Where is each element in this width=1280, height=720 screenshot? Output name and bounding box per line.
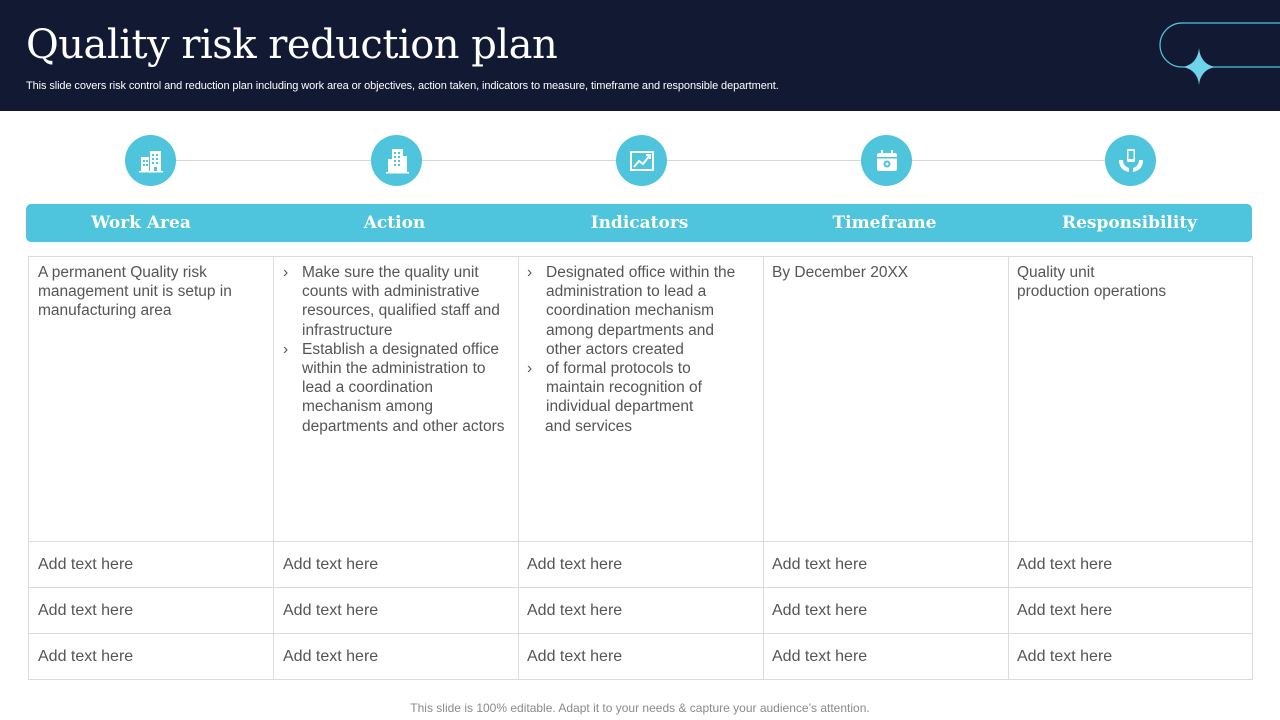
indicator-continuation: and services — [545, 417, 633, 435]
placeholder-cell: Add text here — [527, 648, 623, 665]
row-divider — [29, 633, 1252, 634]
slide-footer: This slide is 100% editable. Adapt it to your needs & capture your audience’s attention. — [410, 701, 870, 715]
placeholder-cell: Add text here — [1017, 602, 1113, 619]
responsibility-line: production operations — [1017, 283, 1167, 301]
column-divider — [1008, 257, 1009, 679]
indicators-cell — [527, 263, 749, 436]
placeholder-cell: Add text here — [527, 556, 623, 573]
indicator-bullet: › of formal protocols to maintain recognition of individual department — [527, 359, 749, 417]
responsibility-cell — [1017, 263, 1247, 301]
sparkle-decoration-icon — [1140, 20, 1280, 90]
row-divider — [29, 587, 1252, 588]
placeholder-cell: Add text here — [772, 602, 868, 619]
indicator-bullet: › Designated office within the administration to lead a coordination mechanism among departments and other actors created — [527, 263, 749, 359]
placeholder-cell: Add text here — [38, 556, 134, 573]
column-header-responsibility: Responsibility — [1061, 213, 1198, 233]
office-building-icon — [125, 135, 176, 186]
skyscraper-icon — [371, 135, 422, 186]
column-header-action: Action — [363, 213, 426, 233]
placeholder-cell: Add text here — [1017, 648, 1113, 665]
growth-chart-icon — [616, 135, 667, 186]
action-bullet: › Establish a designated office within the administration to lead a coordination mechanism among departments and other actors — [283, 340, 515, 436]
timeframe-cell: By December 20XX — [772, 264, 909, 281]
placeholder-cell: Add text here — [283, 602, 379, 619]
column-divider — [273, 257, 274, 679]
slide-subtitle: This slide covers risk control and reduction plan including work area or objectives, action taken, indicators to measure, timeframe and responsible department. — [26, 80, 779, 92]
responsibility-line: Quality unit — [1017, 264, 1095, 281]
column-header-work-area: Work Area — [91, 213, 191, 233]
placeholder-cell: Add text here — [283, 648, 379, 665]
risk-plan-table — [28, 256, 1253, 680]
slide-title: Quality risk reduction plan — [26, 22, 558, 68]
action-cell — [283, 263, 515, 436]
placeholder-cell: Add text here — [772, 556, 868, 573]
column-divider — [518, 257, 519, 679]
placeholder-cell: Add text here — [527, 602, 623, 619]
action-bullet: › Make sure the quality unit counts with administrative resources, qualified staff and infrastructure — [283, 263, 515, 340]
column-divider — [763, 257, 764, 679]
row-divider — [29, 541, 1252, 542]
placeholder-cell: Add text here — [283, 556, 379, 573]
placeholder-cell: Add text here — [1017, 556, 1113, 573]
column-header-timeframe: Timeframe — [832, 213, 937, 233]
hands-phone-icon — [1105, 135, 1156, 186]
placeholder-cell: Add text here — [772, 648, 868, 665]
work-area-cell: A permanent Quality risk management unit is setup in manufacturing area — [38, 264, 232, 320]
column-header-indicators: Indicators — [590, 213, 689, 233]
placeholder-cell: Add text here — [38, 648, 134, 665]
placeholder-cell: Add text here — [38, 602, 134, 619]
slide-header — [0, 0, 1280, 111]
column-header-bar — [26, 204, 1252, 242]
calendar-gear-icon — [861, 135, 912, 186]
